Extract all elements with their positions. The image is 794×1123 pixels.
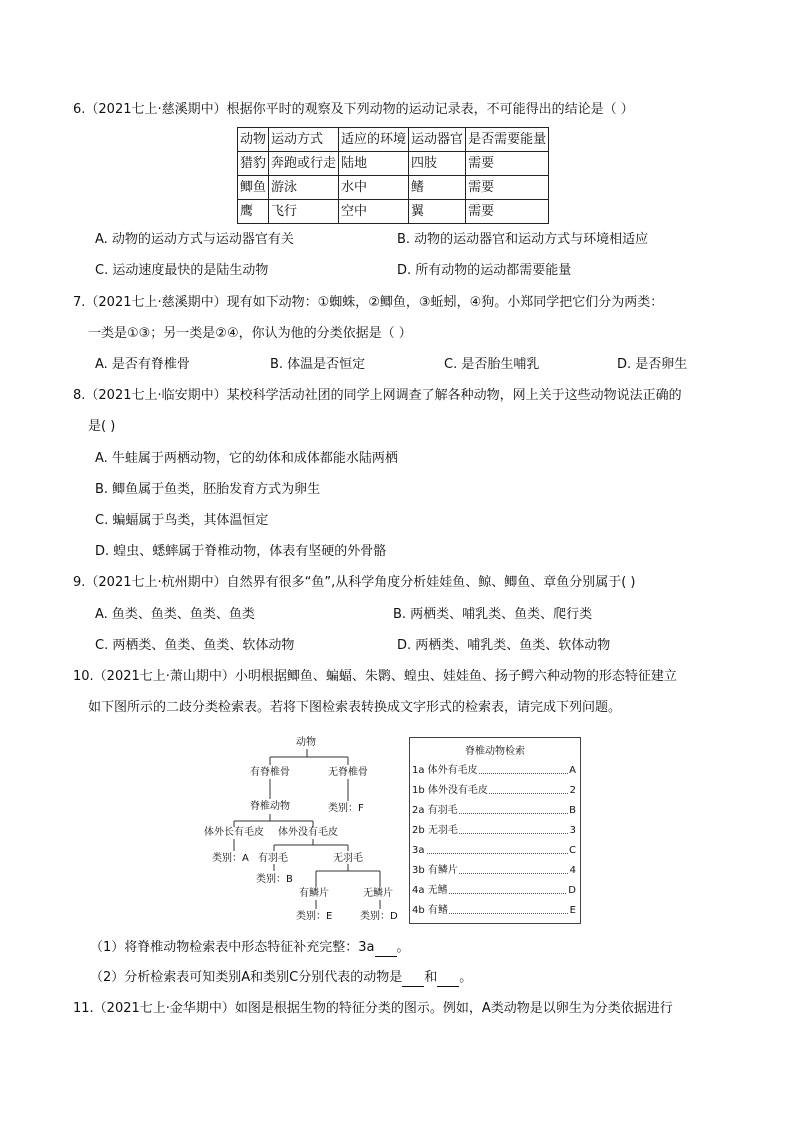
table-cell: 猎豹: [238, 152, 269, 176]
key-row-text: 1a 体外有毛皮: [412, 765, 478, 776]
table-cell: 翼: [409, 200, 466, 224]
tree-node-vertebrate-bone: 有脊椎骨: [250, 767, 290, 778]
key-row: [412, 784, 576, 798]
q10-stem-line1: 10.（2021七上·萧山期中）小明根据鲫鱼、蝙蝠、朱鹮、蝗虫、娃娃鱼、扬子鳄六种动物的形态特征建立: [73, 669, 677, 684]
answer-blank[interactable]: [375, 942, 397, 957]
table-header-cell: 运动方式: [269, 128, 339, 152]
tree-node-no-fur: 体外没有毛皮: [278, 827, 338, 838]
key-row-text: 2b 无羽毛: [412, 825, 458, 836]
tree-node-invertebrate-bone: 无脊椎骨: [328, 767, 368, 778]
table-header-cell: 适应的环境: [339, 128, 409, 152]
table-cell: 鹰: [238, 200, 269, 224]
key-row: [412, 804, 576, 818]
q10-sub1-end: 。: [396, 940, 410, 955]
key-title: 脊椎动物检索: [465, 746, 525, 757]
tree-node-scales: 有鳞片: [299, 888, 329, 899]
q10-sub1-text: （1）将脊椎动物检索表中形态特征补充完整：3a: [90, 940, 375, 955]
q8-option-a[interactable]: A. 牛蛙属于两栖动物，它的幼体和成体都能水陆两栖: [95, 451, 398, 466]
table-header-cell: 动物: [238, 128, 269, 152]
key-row: [412, 864, 576, 878]
table-cell: 需要: [466, 176, 549, 200]
key-row-text: 1b 体外没有毛皮: [412, 785, 488, 796]
q8-option-b[interactable]: B. 鲫鱼属于鱼类，胚胎发育方式为卵生: [95, 482, 321, 497]
answer-blank[interactable]: [437, 972, 459, 987]
tree-node-category-a: 类别：A: [212, 853, 249, 864]
q7-stem-line2: 一类是①③；另一类是②④，你认为他的分类依据是（ ）: [88, 326, 412, 341]
q7-stem-line1: 7.（2021七上·慈溪期中）现有如下动物：①蜘蛛，②鲫鱼，③蚯蚓，④狗。小郑同学把它们分为两类：: [73, 295, 664, 310]
tree-node-category-f: 类别：F: [328, 803, 364, 814]
q7-option-c[interactable]: C. 是否胎生哺乳: [444, 357, 540, 372]
key-row-text: 3b 有鳞片: [412, 865, 458, 876]
q7-option-b[interactable]: B. 体温是否恒定: [270, 357, 366, 372]
key-row-result: 3: [569, 825, 576, 836]
q10-sub1: [90, 939, 410, 957]
key-row-result: C: [569, 845, 576, 856]
tree-node-no-scales: 无鳞片: [363, 888, 393, 899]
dichotomous-tree-diagram: [200, 735, 400, 925]
q9-stem: 9.（2021七上·杭州期中）自然界有很多“鱼”,从科学角度分析娃娃鱼、鲸、鲫鱼、章鱼分别属于( ): [73, 575, 636, 590]
table-cell: 陆地: [339, 152, 409, 176]
q6-option-d[interactable]: D. 所有动物的运动都需要能量: [397, 263, 572, 278]
q10-stem-line2: 如下图所示的二歧分类检索表。若将下图检索表转换成文字形式的检索表，请完成下列问题。: [88, 700, 622, 715]
q10-sub2: [90, 969, 472, 987]
q11-stem: 11.（2021七上·金华期中）如图是根据生物的特征分类的图示。例如，A类动物是以卵生为分类依据进行: [73, 1001, 673, 1016]
q6-option-c[interactable]: C. 运动速度最快的是陆生动物: [95, 263, 269, 278]
key-row-result: 2: [569, 785, 576, 796]
table-cell: 需要: [466, 152, 549, 176]
vertebrate-key-box: [409, 737, 581, 924]
tree-node-category-d: 类别：D: [360, 911, 398, 922]
table-header-cell: 运动器官: [409, 128, 466, 152]
table-cell: 游泳: [269, 176, 339, 200]
motion-table: [237, 127, 549, 224]
tree-node-no-feather: 无羽毛: [333, 853, 363, 864]
table-row: [238, 176, 549, 200]
key-row: [412, 884, 576, 898]
q6-option-a[interactable]: A. 动物的运动方式与运动器官有关: [95, 232, 294, 247]
answer-blank[interactable]: [402, 972, 424, 987]
key-row: [412, 824, 576, 838]
key-row-result: A: [569, 765, 576, 776]
key-row: [412, 764, 576, 778]
key-row-result: D: [568, 885, 576, 896]
table-cell: 水中: [339, 176, 409, 200]
tree-node-category-b: 类别：B: [256, 874, 293, 885]
q7-option-a[interactable]: A. 是否有脊椎骨: [95, 357, 190, 372]
table-row: [238, 200, 549, 224]
key-row-result: E: [569, 905, 576, 916]
key-row-result: B: [569, 805, 576, 816]
tree-node-vertebrate: 脊椎动物: [250, 801, 290, 812]
q9-option-b[interactable]: B. 两栖类、哺乳类、鱼类、爬行类: [393, 607, 593, 622]
table-cell: 四肢: [409, 152, 466, 176]
key-row: [412, 904, 576, 918]
q7-option-d[interactable]: D. 是否卵生: [617, 357, 688, 372]
q10-sub2-and: 和: [424, 970, 438, 985]
key-row-text: 4b 有鳍: [412, 905, 448, 916]
table-header-row: [238, 128, 549, 152]
q8-stem-line1: 8.（2021七上·临安期中）某校科学活动社团的同学上网调查了解各种动物，网上关于这些动物说法正确的: [73, 388, 682, 403]
tree-node-root: 动物: [296, 737, 316, 748]
q6-option-b[interactable]: B. 动物的运动器官和运动方式与环境相适应: [397, 232, 649, 247]
q8-option-c[interactable]: C. 蝙蝠属于鸟类，其体温恒定: [95, 513, 269, 528]
table-cell: 鲫鱼: [238, 176, 269, 200]
q6-stem: 6.（2021七上·慈溪期中）根据你平时的观察及下列动物的运动记录表，不可能得出的结论是（ ）: [73, 102, 634, 117]
table-row: [238, 152, 549, 176]
tree-node-category-e: 类别：E: [296, 911, 333, 922]
q10-sub2-end: 。: [459, 970, 473, 985]
table-cell: 飞行: [269, 200, 339, 224]
key-row: [412, 844, 576, 858]
key-row-result: 4: [569, 865, 576, 876]
table-cell: 需要: [466, 200, 549, 224]
q8-stem-line2: 是( ): [88, 419, 116, 434]
table-header-cell: 是否需要能量: [466, 128, 549, 152]
key-row-text: 2a 有羽毛: [412, 805, 458, 816]
q9-option-c[interactable]: C. 两栖类、鱼类、鱼类、软体动物: [95, 638, 295, 653]
q9-option-a[interactable]: A. 鱼类、鱼类、鱼类、鱼类: [95, 607, 255, 622]
table-cell: 鳍: [409, 176, 466, 200]
tree-node-fur: 体外长有毛皮: [204, 827, 264, 838]
key-row-text: 3a: [412, 845, 425, 856]
key-row-text: 4a 无鳍: [412, 885, 448, 896]
q8-option-d[interactable]: D. 蝗虫、蟋蟀属于脊椎动物，体表有坚硬的外骨骼: [95, 544, 387, 559]
q9-option-d[interactable]: D. 两栖类、哺乳类、鱼类、软体动物: [397, 638, 611, 653]
table-cell: 空中: [339, 200, 409, 224]
tree-node-feather: 有羽毛: [258, 853, 288, 864]
q10-sub2-text: （2）分析检索表可知类别A和类别C分别代表的动物是: [90, 970, 403, 985]
table-cell: 奔跑或行走: [269, 152, 339, 176]
